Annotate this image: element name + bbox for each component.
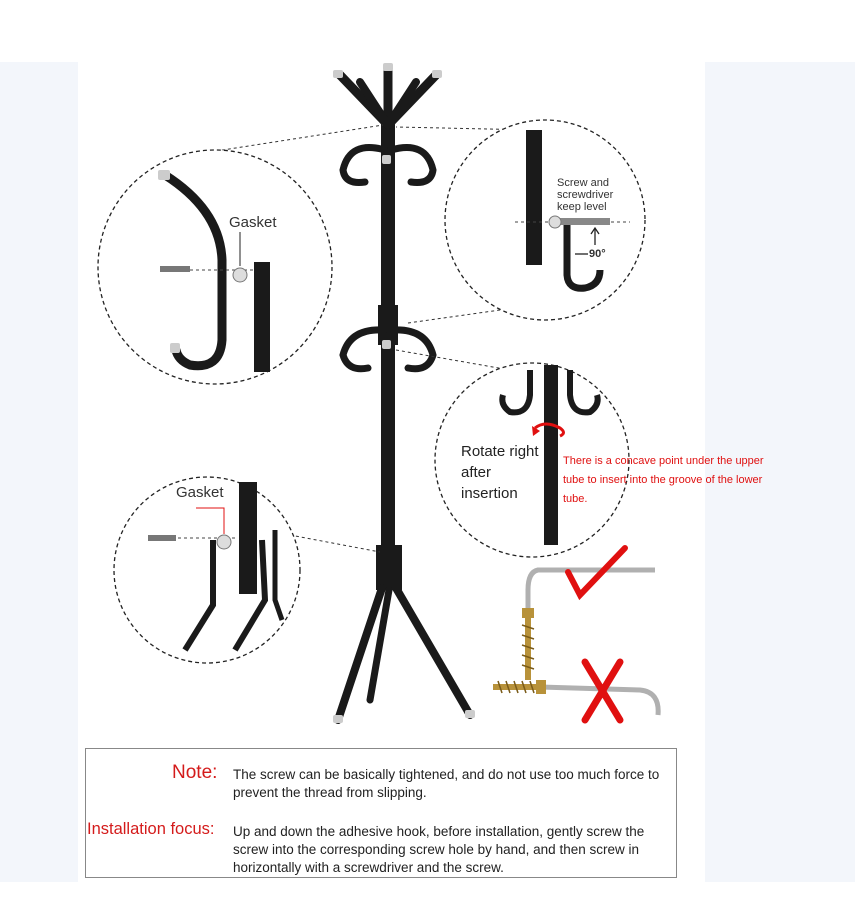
callout-top-left <box>98 150 332 384</box>
installation-focus-text: Up and down the adhesive hook, before installation, gently screw the screw into the corresponding screw hole by hand, and then screw in horizontally with a screwdriver and the screw. <box>233 824 645 875</box>
installation-focus-title: Installation focus: <box>87 820 215 838</box>
gasket-label-bottom: Gasket <box>176 484 224 501</box>
callout-top-right <box>445 120 645 320</box>
rack-tips <box>333 63 475 723</box>
screw-wrong-example <box>493 662 658 720</box>
note-title: Note: <box>172 762 218 783</box>
gasket-label-top: Gasket <box>229 214 277 231</box>
angle-label: 90° <box>589 248 606 260</box>
screw-level-label: Screw and screwdriver keep level <box>557 177 614 213</box>
note-text: The screw can be basically tightened, and do not use too much force to prevent the thread from slipping. <box>233 767 660 800</box>
rotate-label: Rotate right after insertion <box>461 443 539 502</box>
concave-point-label: There is a concave point under the upper tube to insert into the groove of the lower tube. <box>563 455 764 505</box>
screw-correct-example <box>522 548 655 680</box>
coat-rack <box>338 68 470 720</box>
callout-bottom-left <box>114 477 300 663</box>
